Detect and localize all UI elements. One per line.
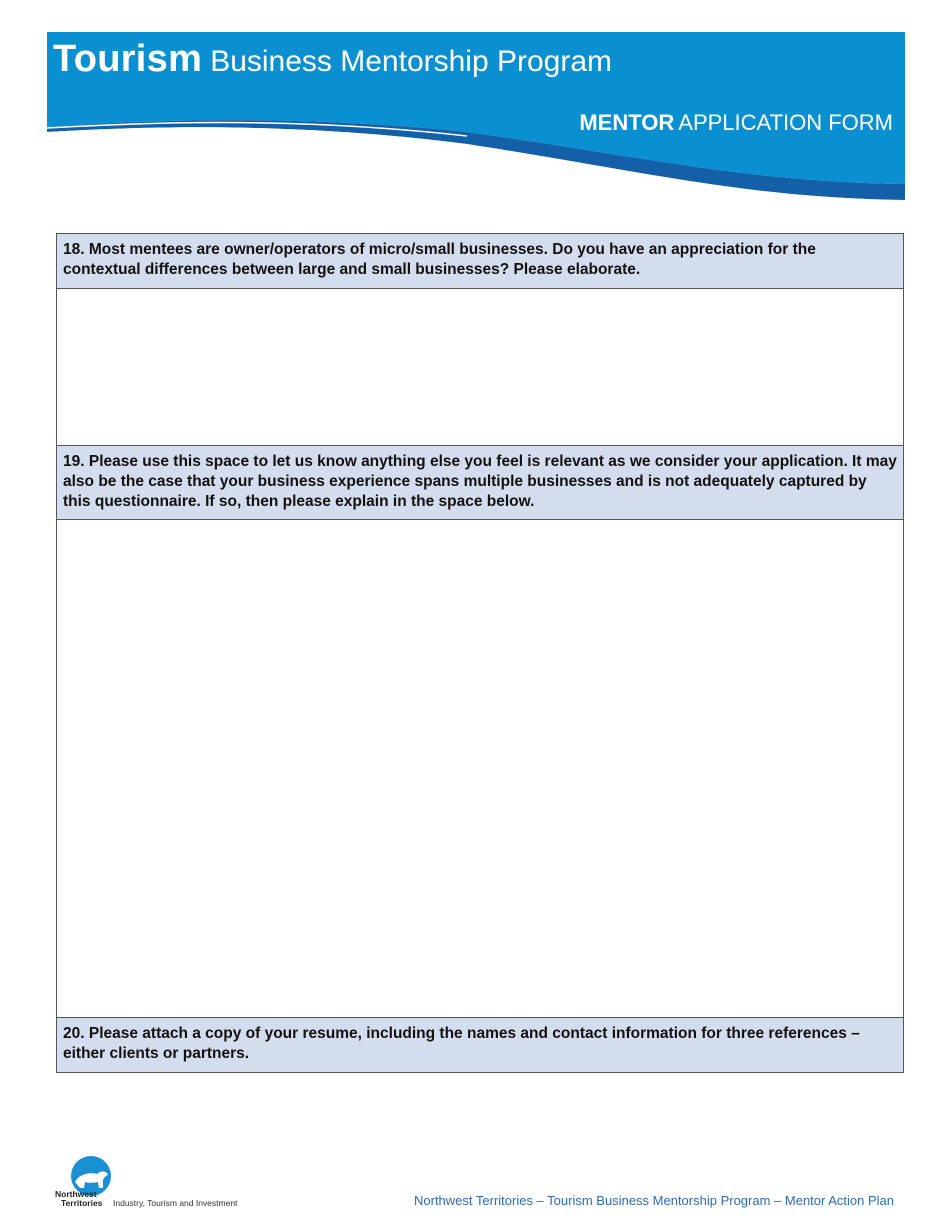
question-20: 20. Please attach a copy of your resume, including the names and contact information for three references – either clients or partners. <box>57 1018 903 1072</box>
title-tourism: Tourism <box>53 38 203 80</box>
answer-19-field[interactable] <box>57 520 903 1018</box>
question-19: 19. Please use this space to let us know anything else you feel is relevant as we consider your application. It may also be the case that your business experience spans multiple businesses and is not adequately captured by this questionnaire. If so, then please explain in the space below. <box>57 446 903 520</box>
title-program: Business Mentorship Program <box>210 45 613 78</box>
program-title <box>53 38 612 81</box>
answer-18-field[interactable] <box>57 289 903 446</box>
logo-line-2: Territories <box>61 1198 103 1208</box>
nwt-logo <box>55 1156 255 1208</box>
form-subtitle <box>579 110 893 136</box>
subtitle-mentor: MENTOR <box>579 110 675 135</box>
application-form <box>56 233 904 1073</box>
question-18: 18. Most mentees are owner/operators of micro/small businesses. Do you have an appreciation for the contextual differences between large and small businesses? Please elaborate. <box>57 234 903 289</box>
logo-line-1: Northwest <box>55 1189 97 1199</box>
logo-wordmark <box>55 1190 102 1208</box>
header-banner <box>47 32 905 202</box>
subtitle-form: APPLICATION FORM <box>678 110 893 135</box>
footer-caption: Northwest Territories – Tourism Business Mentorship Program – Mentor Action Plan <box>414 1193 894 1208</box>
department-name: Industry, Tourism and Investment <box>113 1198 238 1208</box>
